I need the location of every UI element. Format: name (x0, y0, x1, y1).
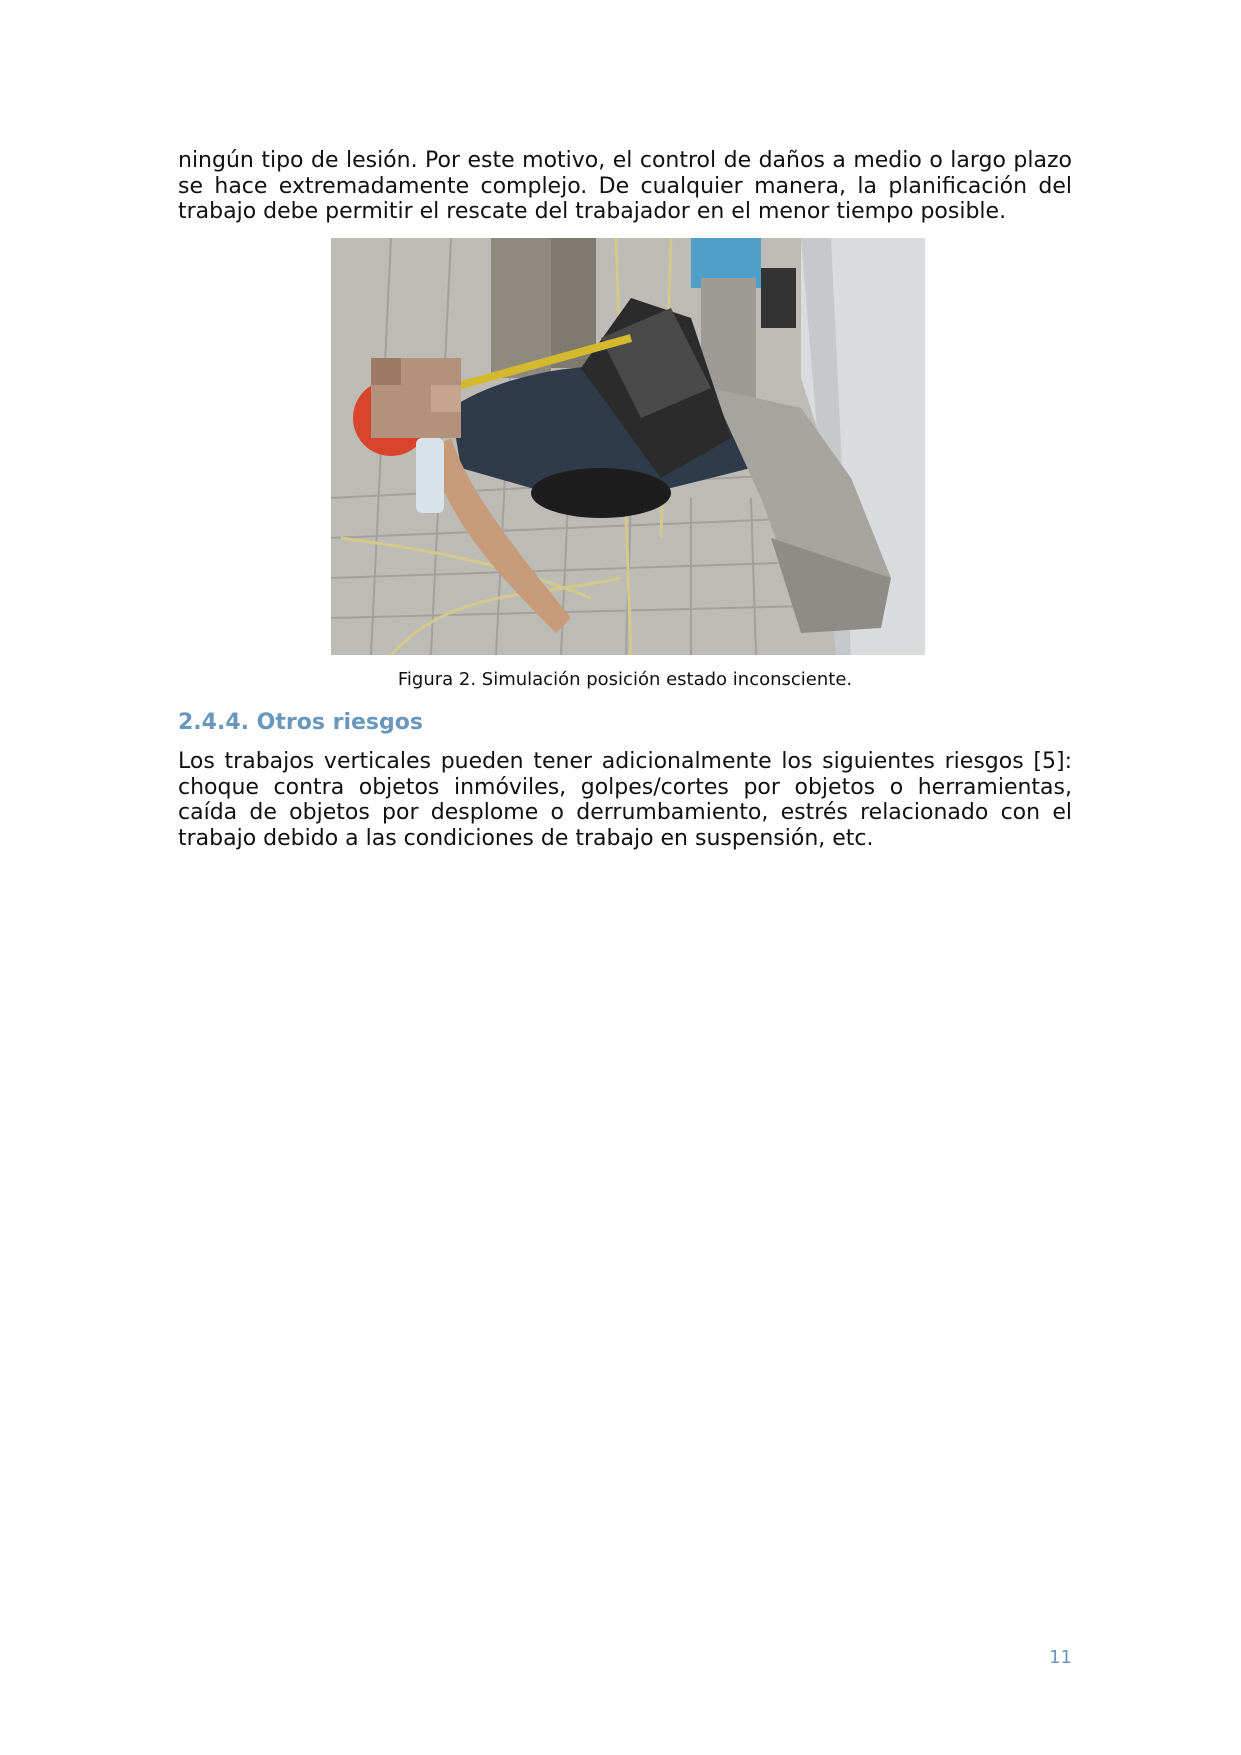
section-heading: 2.4.4. Otros riesgos (178, 710, 423, 735)
body-paragraph-risks: Los trabajos verticales pueden tener adicionalmente los siguientes riesgos [5]: choque contra objetos inmóviles, golpes/cortes por objetos o herramientas, caída de objetos por desplome o derrumbamiento, estrés relacionado con el trabajo debido a las condiciones de trabajo en suspensión, etc. (178, 749, 1072, 851)
body-paragraph-intro: ningún tipo de lesión. Por este motivo, el control de daños a medio o largo plazo se hace extremadamente complejo. De cualquier manera, la planificación del trabajo debe permitir el rescate del trabajador en el menor tiempo posible. (178, 148, 1072, 224)
figure-caption: Figura 2. Simulación posición estado inconsciente. (397, 669, 853, 690)
figure-photo-unconscious-simulation (331, 238, 925, 655)
page-number: 11 (1049, 1647, 1072, 1668)
